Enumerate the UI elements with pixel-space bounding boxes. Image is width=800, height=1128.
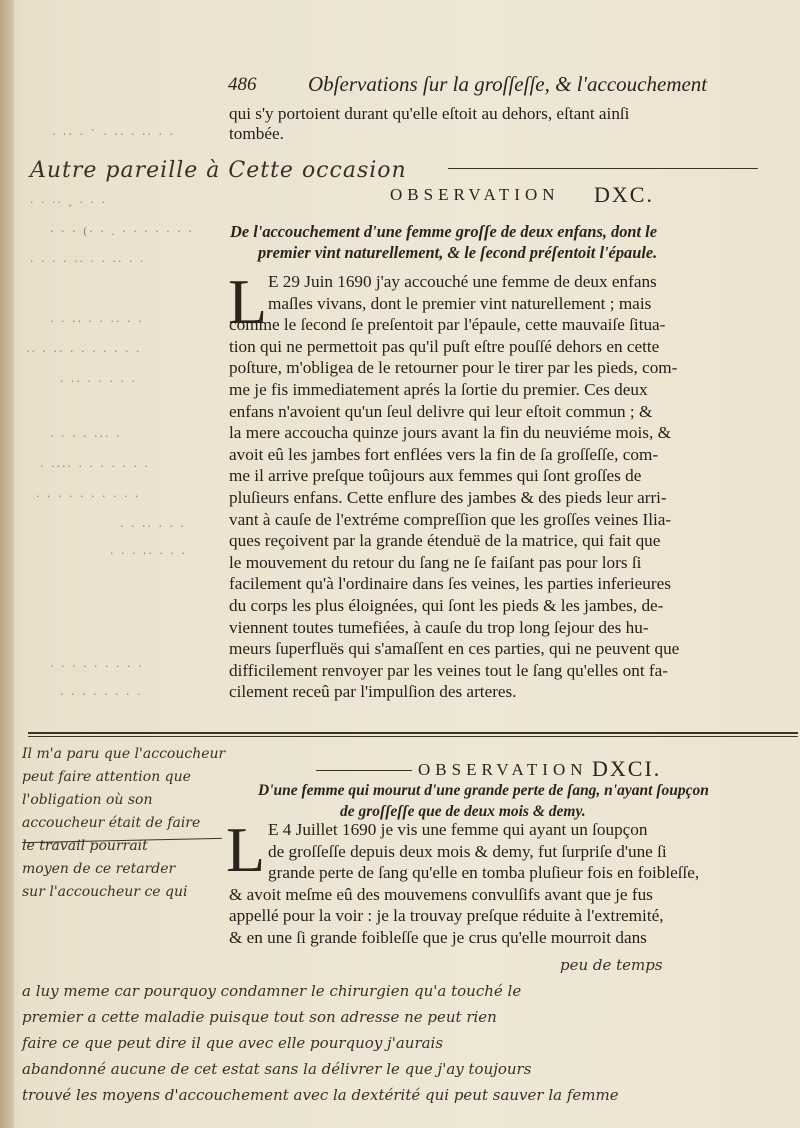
- faint-margin-mark: · · · · · · · · ·: [50, 660, 144, 673]
- observation-label: OBSERVATION: [418, 760, 588, 779]
- faint-margin-mark: · · ·· · · ·· · ·: [50, 315, 144, 328]
- running-title: Obſervations ſur la groſſeſſe, & l'accouchement: [308, 72, 708, 96]
- handwritten-note: Autre pareille à Cette occasion: [30, 158, 407, 183]
- body-text-line: la mere accoucha quinze jours avant la fin du neuviéme mois, &: [229, 423, 671, 443]
- handwritten-margin-line: sur l'accoucheur ce qui: [22, 884, 188, 900]
- handwritten-line: abandonné aucune de cet estat sans la délivrer le que j'ay toujours: [22, 1060, 532, 1078]
- handwritten-line: premier a cette maladie puisque tout son adresse ne peut rien: [22, 1008, 497, 1026]
- ink-underline: [316, 770, 412, 771]
- body-text-line: comme le ſecond ſe preſentoit par l'épaule, cette mauvaiſe ſitua-: [229, 315, 666, 335]
- faint-margin-mark: · · · ·· · · ·: [110, 547, 187, 560]
- observation-subtitle: premier vint naturellement, & le ſecond préſentoit l'épaule.: [258, 243, 658, 262]
- handwritten-margin-line: moyen de ce retarder: [22, 861, 176, 877]
- observation-number: DXC.: [594, 182, 654, 207]
- observation-number: DXCI.: [592, 756, 662, 781]
- page-binding: [0, 0, 14, 1128]
- section-rule: [28, 736, 798, 737]
- observation-subtitle: de groſſeſſe que de deux mois & demy.: [340, 803, 586, 820]
- body-text-line: facilement qu'à l'ordinaire dans ſes veines, les parties inferieures: [229, 574, 671, 594]
- observation-subtitle: D'une femme qui mourut d'une grande perte de ſang, n'ayant ſoupçon: [258, 782, 709, 799]
- section-rule: [28, 732, 798, 734]
- body-text-line: & en une ſi grande foibleſſe que je crus qu'elle mourroit dans: [229, 927, 647, 947]
- body-text-line: & avoit meſme eû des mouvemens convulſifs avant que je fus: [229, 884, 653, 904]
- body-text-line: maſles vivans, dont le premier vint naturellement ; mais: [268, 293, 652, 313]
- faint-margin-mark: · · · · · · · · · ·: [36, 490, 141, 503]
- handwritten-margin-line: le travail pourrait: [22, 838, 148, 854]
- body-text-line: grande perte de ſang qu'elle en tomba pluſieur fois en foibleſſe,: [268, 863, 700, 882]
- faint-margin-mark: · · ·· , · · ·: [30, 196, 107, 209]
- continuation-line: qui s'y portoient durant qu'elle eſtoit au dehors, eſtant ainſi: [229, 104, 630, 123]
- faint-margin-mark: · · · · ··· ·: [50, 430, 122, 443]
- faint-margin-mark: ·· · ·· · · · · · · ·: [26, 345, 142, 358]
- handwritten-margin-line: peut faire attention que: [22, 769, 191, 785]
- body-text-line: appellé pour la voir : je la trouvay preſque réduite à l'extremité,: [229, 906, 664, 925]
- ink-underline: [448, 168, 758, 169]
- drop-cap: L: [226, 814, 266, 885]
- body-text-line: me je fis immediatement aprés la ſortie du premier. Ces deux: [229, 380, 648, 399]
- observation-label: OBSERVATION: [390, 185, 560, 204]
- body-text-line: de groſſeſſe depuis deux mois & demy, fut ſurpriſe d'une ſi: [268, 841, 667, 861]
- handwritten-margin-line: Il m'a paru que l'accoucheur: [22, 746, 226, 762]
- handwritten-line: faire ce que peut dire il que avec elle pourquoy j'aurais: [22, 1034, 444, 1052]
- body-text-line: tion qui ne permettoit pas qu'il puſt eſtre pouſſé dehors en cette: [229, 336, 660, 356]
- faint-margin-mark: · ···· · · · · · · ·: [40, 460, 150, 473]
- handwritten-line: trouvé les moyens d'accouchement avec la dextérité qui peut sauver la femme: [22, 1086, 619, 1104]
- body-text-line: ques reçoivent par la grande étenduë de la matrice, qui fait que: [229, 531, 661, 551]
- body-text-line: me il arrive preſque toûjours aux femmes qui ſont groſſes de: [229, 466, 642, 486]
- faint-margin-mark: · ·· · · · · ·: [60, 375, 137, 388]
- faint-margin-mark: · ·· · ` · ·· · ·· · ·: [52, 128, 175, 141]
- body-text-line: cilement receû par l'impulſion des arteres.: [229, 682, 517, 702]
- faint-margin-mark: · · ·· · · ·: [120, 520, 186, 533]
- faint-margin-mark: · · · (· · . · · · · · · ·: [50, 225, 194, 238]
- body-text-line: vant à cauſe de l'extréme compreſſion que les groſſes veines Ilia-: [229, 509, 672, 529]
- drop-cap: L: [228, 266, 268, 337]
- body-text-line: difficilement renvoyer par les veines tout le ſang qu'elles ont fa-: [229, 660, 669, 680]
- body-text-line: meurs ſuperfluës qui s'amaſſent en ces parties, qui ne peuvent que: [229, 639, 680, 659]
- body-text-line: viennent toutes tumefiées, à cauſe du trop long ſejour des hu-: [229, 617, 649, 637]
- body-text-line: du corps les plus éloignées, qui ſont les pieds & les jambes, de-: [229, 596, 664, 615]
- body-text-line: le mouvement du retour du ſang ne ſe faiſant pas pour lors ſi: [229, 552, 642, 572]
- body-text-line: E 4 Juillet 1690 je vis une femme qui ayant un ſoupçon: [268, 820, 648, 839]
- handwritten-margin-line: l'obligation où son: [22, 792, 153, 808]
- continuation-line: tombée.: [229, 124, 284, 143]
- faint-margin-mark: · · · · · · · ·: [60, 688, 143, 701]
- body-text-line: poſture, m'obligea de le retourner pour le tirer par les pieds, com-: [229, 358, 678, 378]
- body-text-line: pluſieurs enfans. Cette enflure des jambes & des pieds leur arri-: [229, 488, 667, 507]
- handwritten-margin-line: accoucheur était de faire: [22, 815, 201, 831]
- body-text-line: avoit eû les jambes fort enflées vers la fin de ſa groſſeſſe, com-: [229, 444, 659, 464]
- handwritten-line: a luy meme car pourquoy condamner le chirurgien qu'a touché le: [22, 982, 522, 1000]
- page-number: 486: [228, 74, 257, 95]
- body-text-line: E 29 Juin 1690 j'ay accouché une femme de deux enfans: [268, 272, 657, 291]
- handwritten-line: peu de temps: [560, 956, 663, 974]
- observation-subtitle: De l'accouchement d'une femme groſſe de deux enfans, dont le: [230, 222, 658, 241]
- faint-margin-mark: · · · · ·· · · ·· · ·: [30, 255, 146, 268]
- body-text-line: enfans n'avoient qu'un ſeul delivre qui leur eſtoit commun ; &: [229, 401, 653, 421]
